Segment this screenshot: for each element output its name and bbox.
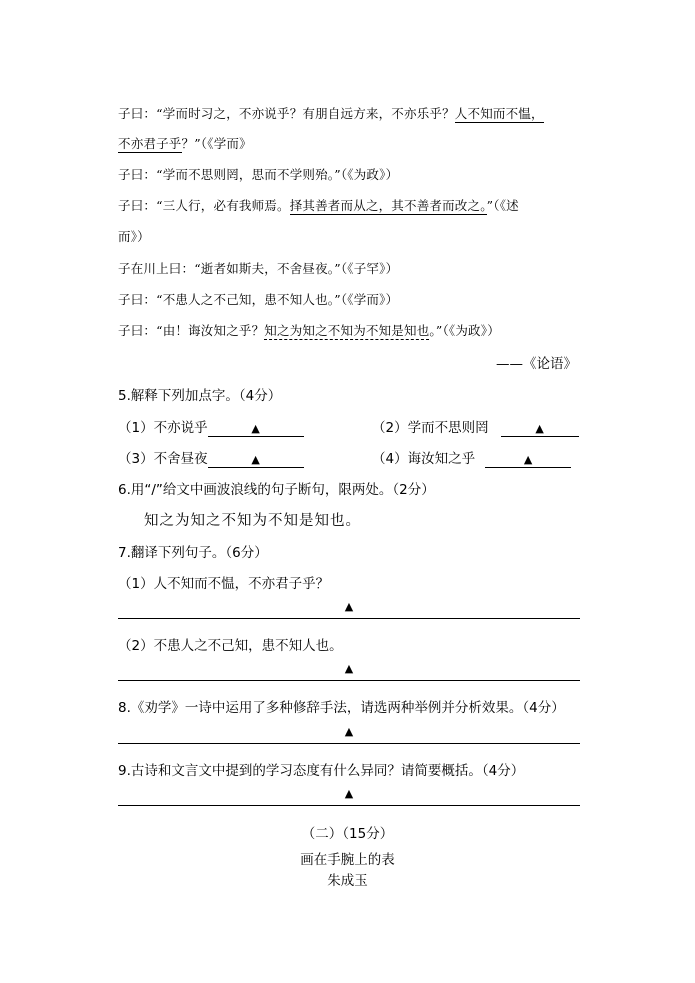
classic-line-2 [118, 134, 252, 152]
answer-blank[interactable]: ▲ [485, 453, 571, 468]
classic-line-3: 子曰：“学而不思则罔，思而不学则殆。”（《为政》） [118, 167, 399, 182]
classic-text: ？”（《学而》 [181, 136, 252, 151]
classic-line-1 [118, 104, 544, 122]
question-9-title: 9.古诗和文言文中提到的学习态度有什么异同？请简要概括。（4分） [118, 763, 525, 779]
q5-item-1 [118, 416, 304, 437]
question-6-title: 6.用“/”给文中画波浪线的句子断句，限两处。（2分） [118, 482, 435, 498]
section-2-heading: （二）（15分） [301, 826, 394, 842]
q5-item-label: （2）学而不思则罔 [372, 420, 489, 436]
classic-line-7: 子曰：“不患人之不己知，患不知人也。”（《学而》） [118, 292, 399, 307]
underlined-sentence: 人不知而不愠， [454, 106, 544, 121]
answer-blank[interactable]: ▲ [208, 422, 304, 437]
q7-answer-line-2[interactable]: ▲ [118, 662, 580, 681]
q5-item-3 [118, 447, 304, 468]
classic-text: ”（《述 [486, 198, 519, 213]
underlined-sentence: 不亦君子乎 [118, 136, 182, 151]
classic-line-8 [118, 321, 500, 339]
q7-sentence-1: （1）人不知而不愠，不亦君子乎？ [118, 576, 330, 592]
answer-blank[interactable]: ▲ [501, 422, 579, 437]
source-attribution: ——《论语》 [496, 356, 577, 372]
article-title: 画在手腕上的表 [300, 852, 395, 868]
classic-line-6: 子在川上曰：“逝者如斯夫，不舍昼夜。”（《子罕》） [118, 261, 399, 276]
question-8-title: 8.《劝学》一诗中运用了多种修辞手法，请选两种举例并分析效果。（4分） [118, 700, 565, 716]
article-author: 朱成玉 [327, 873, 368, 889]
q5-item-2 [372, 416, 579, 437]
q7-sentence-2: （2）不患人之不己知，患不知人也。 [118, 638, 343, 654]
q6-sentence: 知之为知之不知为不知是知也。 [144, 513, 361, 529]
classic-line-5: 而》） [118, 229, 150, 244]
wavy-underlined-sentence: 知之为知之不知为不知是知也 [264, 323, 430, 338]
q5-item-4 [372, 447, 571, 468]
answer-blank[interactable]: ▲ [208, 453, 304, 468]
q5-item-label: （4）诲汝知之乎 [372, 451, 476, 467]
underlined-sentence: 择其善者而从之，其不善者而改之。 [289, 198, 487, 213]
q5-item-label: （3）不舍昼夜 [118, 451, 208, 467]
classic-line-4 [118, 196, 519, 214]
classic-text: 子曰：“学而时习之，不亦说乎？有朋自远方来，不亦乐乎？ [118, 106, 455, 121]
q7-answer-line-1[interactable]: ▲ [118, 600, 580, 619]
classic-text: 子曰：“三人行，必有我师焉。 [118, 198, 290, 213]
q8-answer-line[interactable]: ▲ [118, 725, 580, 744]
classic-text: 。”（《为政》） [429, 323, 500, 338]
q5-item-label: （1）不亦说乎 [118, 420, 208, 436]
question-5-title: 5.解释下列加点字。（4分） [118, 388, 282, 404]
classic-text: 子曰：“由！诲汝知之乎？ [118, 323, 265, 338]
q9-answer-line[interactable]: ▲ [118, 787, 580, 806]
question-7-title: 7.翻译下列句子。（6分） [118, 545, 268, 561]
